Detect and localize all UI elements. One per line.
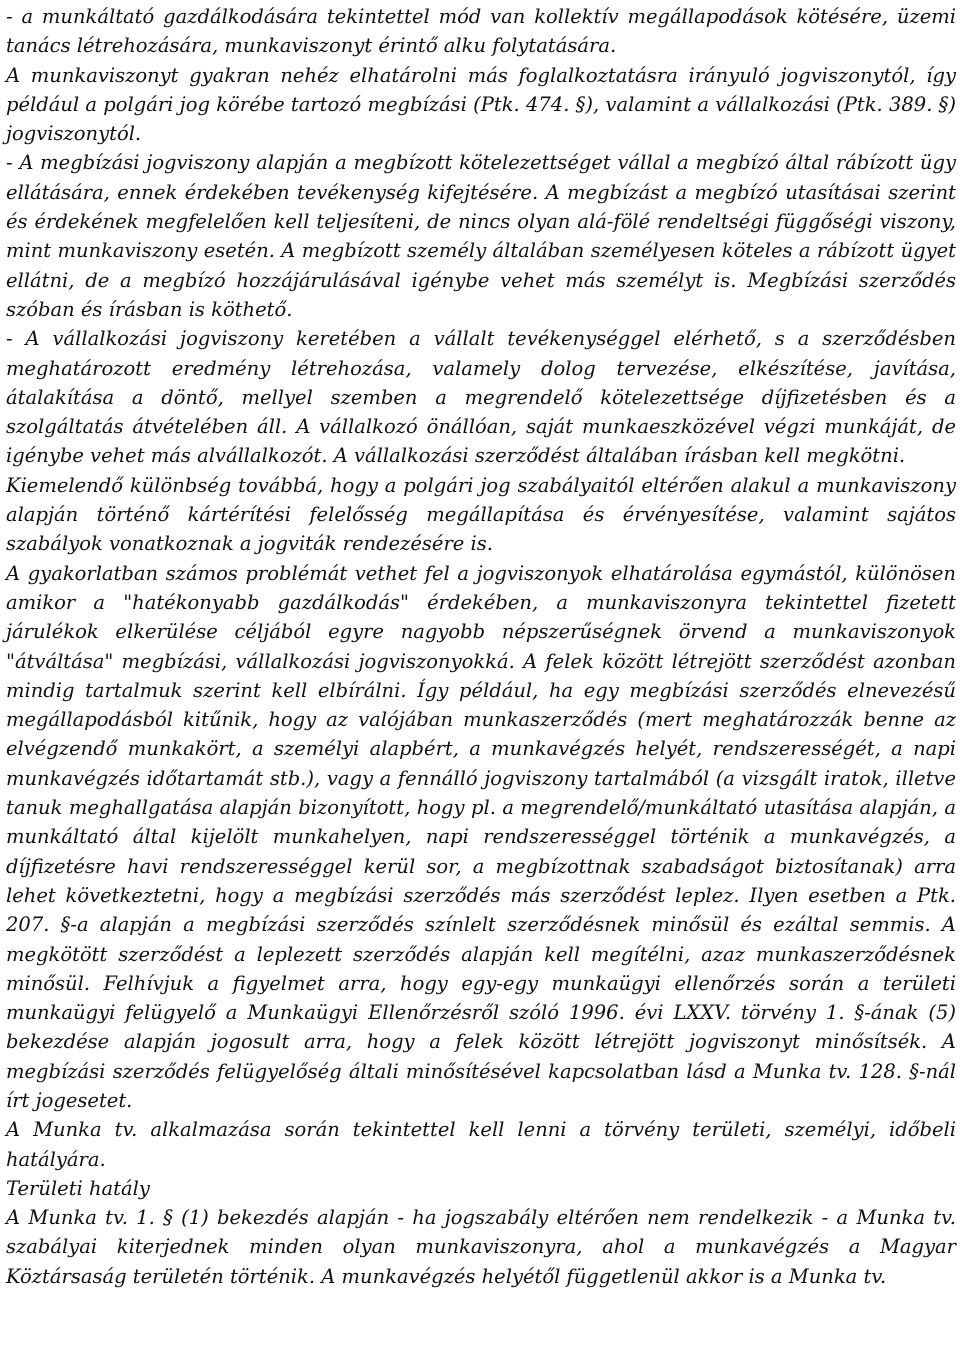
mandate-details: A megbízást a megbízó utasításai szerint és érdekének megfelelően kell teljesíteni, de nincs olyan alá-fölé rendeltségi függőségi viszony, mint munkaviszony esetén. A megbízott személy általában személyesen köteles a rábízott ügyet ellátni, de a megbízó hozzájárulásával igénybe vehet más személyt is. Megbízási szerződés szóban és írásban is köthető. — [6, 180, 956, 321]
section-heading-territorial-scope: Területi hatály — [6, 1176, 150, 1200]
paragraph-collective-agreements: - a munkáltató gazdálkodására tekintettel mód van kollektív megállapodások kötésére, üzemi tanács létrehozására, munkaviszonyt érintő alku folytatására. — [6, 5, 956, 58]
paragraph-liability: Kiemelendő különbség továbbá, hogy a polgári jog szabályaitól eltérően alakul a munkaviszony alapján történő kártérítési felelősség megállapítása és érvényesítése, valamint sajátos szabályok vonatkoznak a jogviták rendezésére is. — [6, 473, 956, 556]
paragraph-scope: A Munka tv. alkalmazása során tekintettel kell lenni a törvény területi, személyi, időbeli hatályára. — [6, 1118, 956, 1171]
paragraph-delimitation: A munkaviszonyt gyakran nehéz elhatárolni más foglalkoztatásra irányuló jogviszonytól, így például a polgári jog körébe tartozó megbízási (Ptk. 474. §), valamint a vállalkozási (Ptk. 389. §) jogviszonytól. — [6, 63, 956, 146]
paragraph-territorial-scope: A Munka tv. 1. § (1) bekezdés alapján - ha jogszabály eltérően nem rendelkezik - a Munka tv. szabályai kiterjednek minden olyan munkaviszonyra, ahol a munkavégzés a Magyar Köztársaság területén történik. A munkavégzés helyétől függetlenül akkor is a Munka tv. — [6, 1206, 956, 1288]
paragraph-practice: A gyakorlatban számos problémát vethet fel a jogviszonyok elhatárolása egymástól, különösen amikor a "hatékonyabb gazdálkodás" érdekében, a munkaviszonyra tekintettel fizetett járulékok elkerülése céljából egyre nagyobb népszerűségnek örvend a munkaviszonyok "átváltása" megbízási, vállalkozási jogviszonyokká. A felek között létrejött szerződést azonban mindig tartalmuk szerint kell elbírálni. Így például, ha egy megbízási szerződés elnevezésű megállapodásból kitűnik, hogy az valójában munkaszerződés (mert meghatározzák benne az elvégzendő munkakört, a személyi alapbért, a munkavégzés helyét, rendszerességét, a napi munkavégzés időtartamát stb.), vagy a fennálló jogviszony tartalmából (a vizsgált iratok, illetve tanuk meghallgatása alapján bizonyított, hogy pl. a megrendelő/munkáltató utasítása alapján, a munkáltató által kijelölt munkahelyen, napi rendszerességgel történik a munkavégzés, a díjfizetésre havi rendszerességgel kerül sor, a megbízottnak szabadságot biztosítanak) arra lehet következtetni, hogy a megbízási szerződés más szerződést leplez. Ilyen esetben a Ptk. 207. §-a alapján a megbízási szerződés színlelt szerződésnek minősül és ezáltal semmis. A megkötött szerződést a leplezett szerződés alapján kell megítélni, azaz munkaszerződésnek minősül. Felhívjuk a figyelmet arra, hogy egy-egy munkaügyi ellenőrzés során a területi munkaügyi felügyelő a Munkaügyi Ellenőrzésről szóló 1996. évi LXXV. törvény 1. §-ának (5) bekezdése alapján jogosult arra, hogy a felek között létrejött jogviszonyt minősítsék. A megbízási szerződés felügyelőség általi minősítésével kapcsolatban lásd a Munka tv. 128. §-nál írt jogesetet. — [6, 561, 956, 1112]
paragraph-mandate — [6, 148, 956, 324]
paragraph-contract-work: - A vállalkozási jogviszony keretében a vállalt tevékenységgel elérhető, s a szerződésben meghatározott eredmény létrehozása, valamely dolog tervezése, elkészítése, javítása, átalakítása a döntő, mellyel szemben a megrendelő kötelezettsége díjfizetésben és a szolgáltatás átvételében áll. A vállalkozó önállóan, saját munkaeszközével végzi munkáját, de igénybe vehet más alvállalkozót. A vállalkozási szerződést általában írásban kell megkötni. — [6, 327, 956, 468]
mandate-definition: - A megbízási jogviszony alapján a megbízott kötelezettséget vállal a megbízó által rábízott ügy ellátására, ennek érdekében tevékenység kifejtésére. — [6, 151, 956, 204]
